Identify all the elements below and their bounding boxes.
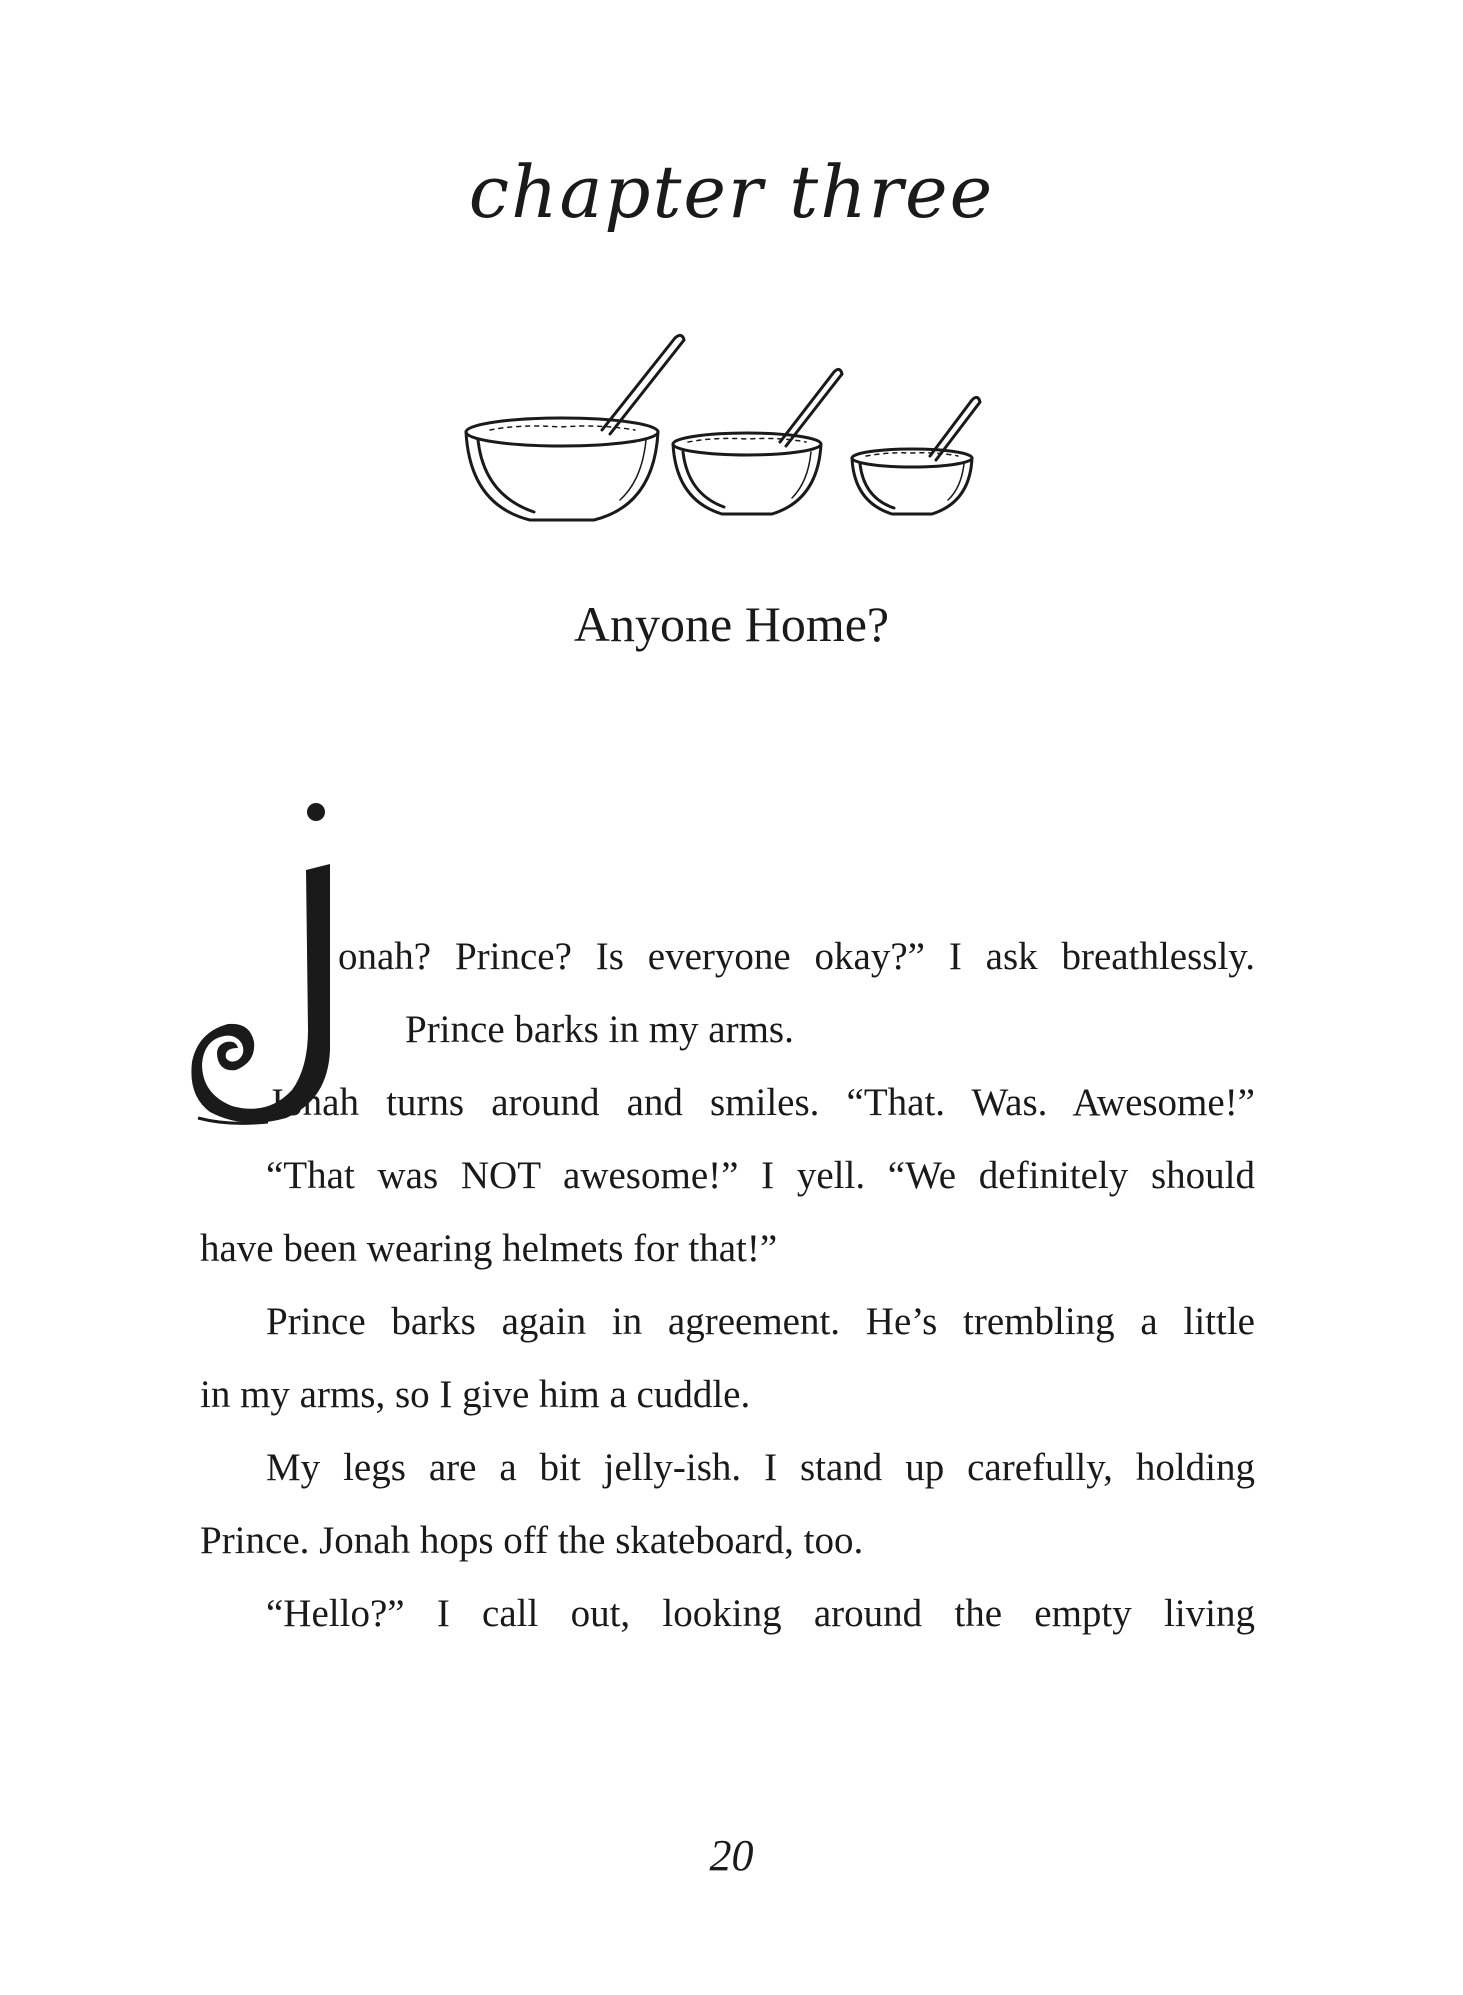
chapter-heading: chapter three [468, 150, 995, 234]
chapter-title: Anyone Home? [573, 596, 890, 652]
page-number: 20 [709, 1831, 754, 1880]
paragraph-line: Jonah turns around and smiles. “That. Was. Awesome!” [268, 1081, 1255, 1124]
paragraph-line: onah? Prince? Is everyone okay?” I ask breathlessly. [338, 935, 1255, 978]
paragraph-line: in my arms, so I give him a cuddle. [200, 1373, 751, 1416]
paragraph-line: My legs are a bit jelly-ish. I stand up carefully, holding [266, 1446, 1255, 1489]
bowls-illustration [460, 330, 1000, 530]
paragraph-line: have been wearing helmets for that!” [200, 1227, 778, 1270]
paragraph-line: “Hello?” I call out, looking around the empty living [266, 1592, 1255, 1635]
paragraph-line: Prince barks again in agreement. He’s trembling a little [266, 1300, 1255, 1343]
paragraph-line: “That was NOT awesome!” I yell. “We definitely should [266, 1154, 1255, 1197]
paragraph-line: Prince. Jonah hops off the skateboard, too. [200, 1519, 864, 1562]
paragraph-line: Prince barks in my arms. [405, 1008, 794, 1051]
